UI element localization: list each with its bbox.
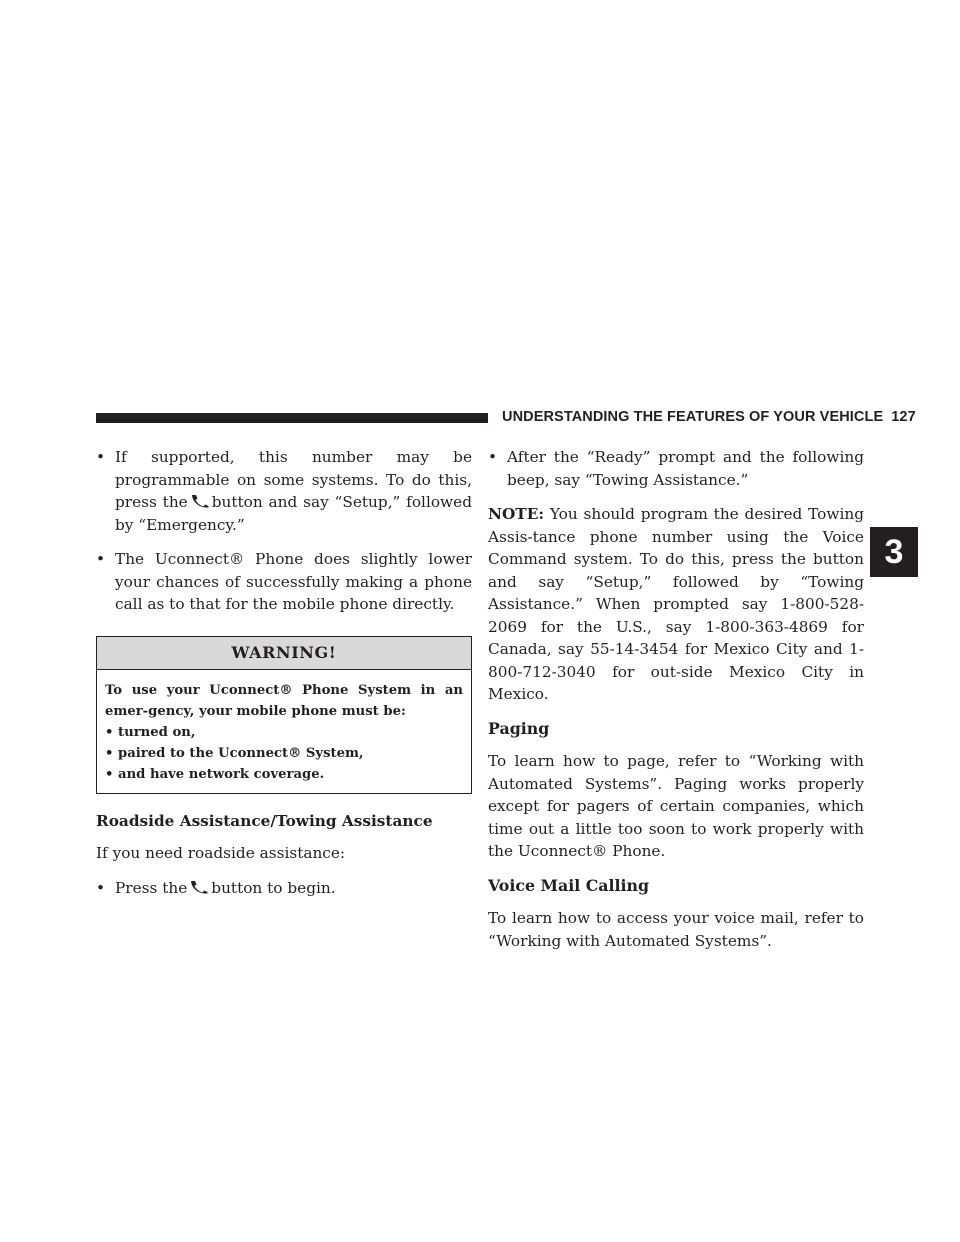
warning-item: • turned on, xyxy=(105,724,196,740)
bullet-text-end: button and say “Setup,” followed by “Emergency.” xyxy=(115,493,472,534)
bullet-glyph: • xyxy=(105,745,114,761)
left-column xyxy=(96,446,472,911)
bullet-text: The Uconnect® Phone does slightly lower your chances of successfully making a phone call as to that for the mobile phone directly. xyxy=(115,550,472,613)
list-item xyxy=(96,877,472,900)
warning-item: • paired to the Uconnect® System, xyxy=(105,745,364,761)
running-header xyxy=(502,407,916,427)
roadside-intro: If you need roadside assistance: xyxy=(96,844,346,862)
note-label: NOTE: xyxy=(488,505,544,523)
bullet-text-end: button to begin. xyxy=(211,878,336,897)
roadside-heading: Roadside Assistance/Towing Assistance xyxy=(96,811,433,830)
bullet-text-start: If supported, this number may be programmable on some systems. To do this, press the xyxy=(115,448,472,511)
warning-title: WARNING! xyxy=(97,637,471,670)
voicemail-text: To learn how to access your voice mail, refer to “Working with Automated Systems”. xyxy=(488,909,864,950)
list-item xyxy=(488,446,864,491)
right-column xyxy=(488,446,864,964)
warning-intro: To use your Uconnect® Phone System in an emer-gency, your mobile phone must be: xyxy=(105,682,463,719)
bullet-glyph: • xyxy=(105,766,114,782)
chapter-tab: 3 xyxy=(870,527,918,577)
warning-box xyxy=(96,636,472,794)
voicemail-heading: Voice Mail Calling xyxy=(488,875,650,895)
paging-text: To learn how to page, refer to “Working with Automated Systems”. Paging works properly except for pagers of certain companies, which time out a little too soon to work properly with the Uconnect® Phone. xyxy=(488,752,864,860)
bullet-glyph: • xyxy=(96,550,106,568)
page-number: 127 xyxy=(891,409,916,425)
warning-item: • and have network coverage. xyxy=(105,766,325,782)
list-item xyxy=(96,548,472,616)
phone-icon xyxy=(189,880,209,894)
header-title: UNDERSTANDING THE FEATURES OF YOUR VEHICLE xyxy=(502,409,884,425)
bullet-text: After the “Ready” prompt and the following beep, say “Towing Assistance.” xyxy=(507,448,864,489)
phone-icon xyxy=(190,494,210,508)
bullet-glyph: • xyxy=(488,448,498,466)
bullet-text-start: Press the xyxy=(115,878,188,897)
bullet-glyph: • xyxy=(105,724,114,740)
bullet-glyph: • xyxy=(96,878,106,897)
list-item xyxy=(96,446,472,536)
warning-body xyxy=(97,670,471,793)
note-paragraph xyxy=(488,503,864,706)
bullet-glyph: • xyxy=(96,448,106,466)
header-rule xyxy=(96,413,488,423)
paging-heading: Paging xyxy=(488,718,550,738)
note-text: You should program the desired Towing Assis-tance phone number using the Voice Command system. To do this, press the button and say “Setup,” followed by “Towing Assistance.” When prompted say 1-800-528-2069 for the U.S., say 1-800-363-4869 for Canada, say 55-14-3454 for Mexico City and 1-800-712-3040 for out-side Mexico City in Mexico. xyxy=(488,505,864,703)
